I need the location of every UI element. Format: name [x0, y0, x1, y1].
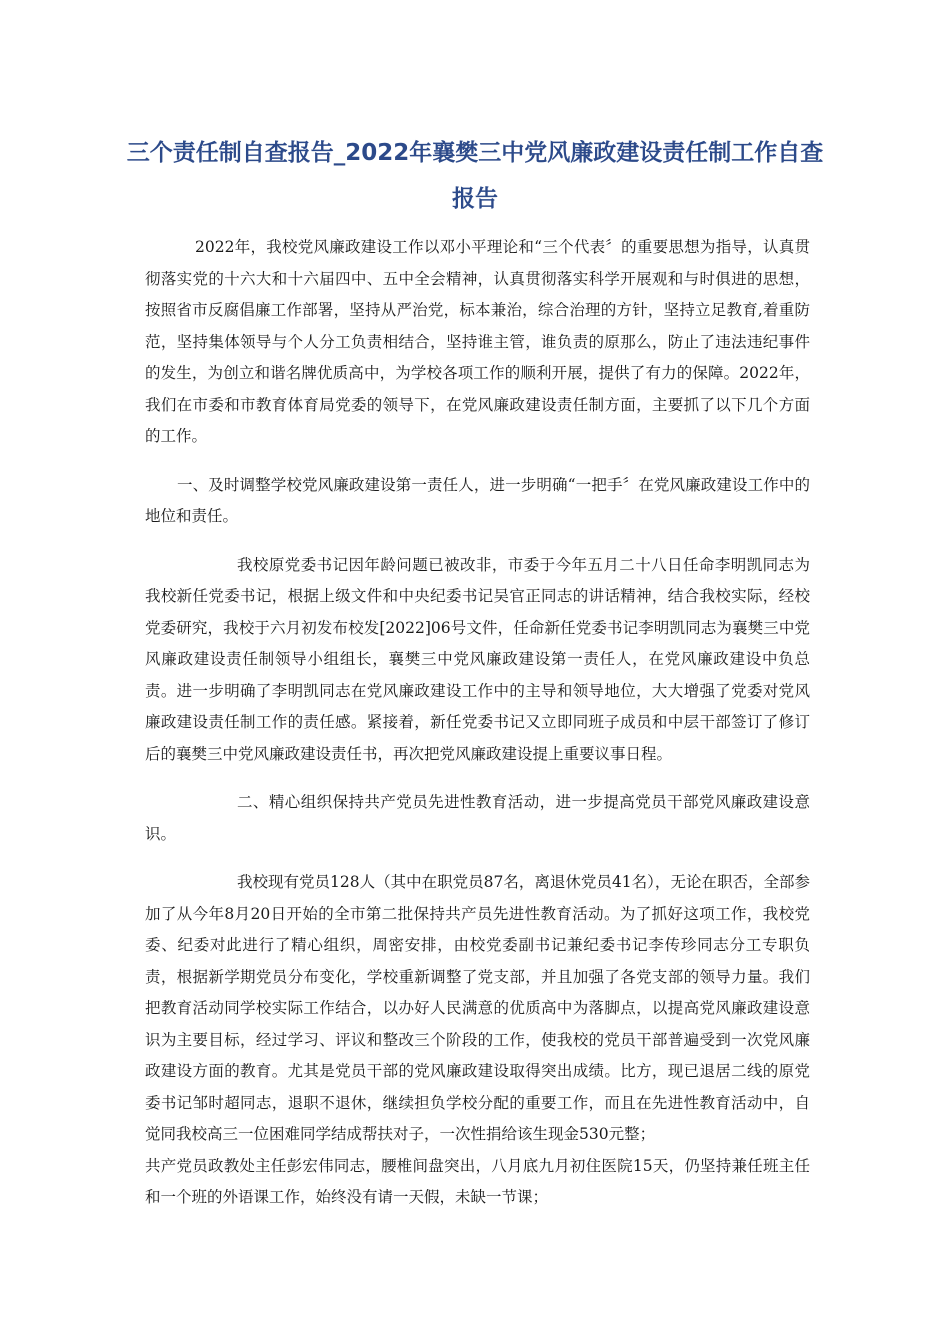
paragraph-section-1: 我校原党委书记因年龄问题已被改非，市委于今年五月二十八日任命李明凯同志为我校新任党委书记，根据上级文件和中央纪委书记吴官正同志的讲话精神，结合我校实际，经校党委研究，我校于六月初发布校发[2022]06号文件，任命新任党委书记李明凯同志为襄樊三中党风廉政建设责任制领导小组组长，襄樊三中党风廉政建设第一责任人，在党风廉政建设中负总责。进一步明确了李明凯同志在党风廉政建设工作中的主导和领导地位，大大增强了党委对党风廉政建设责任制工作的责任感。紧接着，新任党委书记又立即同班子成员和中层干部签订了修订后的襄樊三中党风廉政建设责任书，再次把党风廉政建设提上重要议事日程。 [145, 555, 810, 763]
document-body [145, 232, 810, 1214]
paragraph-intro: 2022年，我校党风廉政建设工作以邓小平理论和“三个代表〞的重要思想为指导，认真贯彻落实党的十六大和十六届四中、五中全会精神，认真贯彻落实科学开展观和与时俱进的思想，按照省市反腐倡廉工作部署，坚持从严治党，标本兼治，综合治理的方针，坚持立足教育,着重防范，坚持集体领导与个人分工负责相结合，坚持谁主管，谁负责的原那么，防止了违法违纪事件的发生，为创立和谐名牌优质高中，为学校各项工作的顺利开展，提供了有力的保障。2022年，我们在市委和市教育体育局党委的领导下，在党风廉政建设责任制方面，主要抓了以下几个方面的工作。 [145, 238, 810, 445]
paragraph-example: 共产党员政教处主任彭宏伟同志，腰椎间盘突出，八月底九月初住医院15天，仍坚持兼任班主任和一个班的外语课工作，始终没有请一天假，未缺一节课； [145, 1156, 810, 1206]
section-heading-2: 二、精心组织保持共产党员先进性教育活动，进一步提高党员干部党风廉政建设意识。 [145, 793, 810, 843]
document-title: 三个责任制自查报告_2022年襄樊三中党风廉政建设责任制工作自查报告 [126, 140, 824, 212]
paragraph-section-2: 我校现有党员128人（其中在职党员87名，离退休党员41名），无论在职否，全部参加了从今年8月20日开始的全市第二批保持共产员先进性教育活动。为了抓好这项工作，我校党委、纪委对此进行了精心组织，周密安排，由校党委副书记兼纪委书记李传珍同志分工专职负责，根据新学期党员分布变化，学校重新调整了党支部，并且加强了各党支部的领导力量。我们把教育活动同学校实际工作结合，以办好人民满意的优质高中为落脚点，以提高党风廉政建设意识为主要目标，经过学习、评议和整改三个阶段的工作，使我校的党员干部普遍受到一次党风廉政建设方面的教育。尤其是党员干部的党风廉政建设取得突出成绩。比方，现已退居二线的原党委书记邹时超同志，退职不退休，继续担负学校分配的重要工作，而且在先进性教育活动中，自觉同我校高三一位困难同学结成帮扶对子，一次性捐给该生现金530元整； [145, 873, 810, 1143]
section-heading-1: 一、及时调整学校党风廉政建设第一责任人，进一步明确“一把手〞在党风廉政建设工作中的地位和责任。 [145, 475, 810, 525]
